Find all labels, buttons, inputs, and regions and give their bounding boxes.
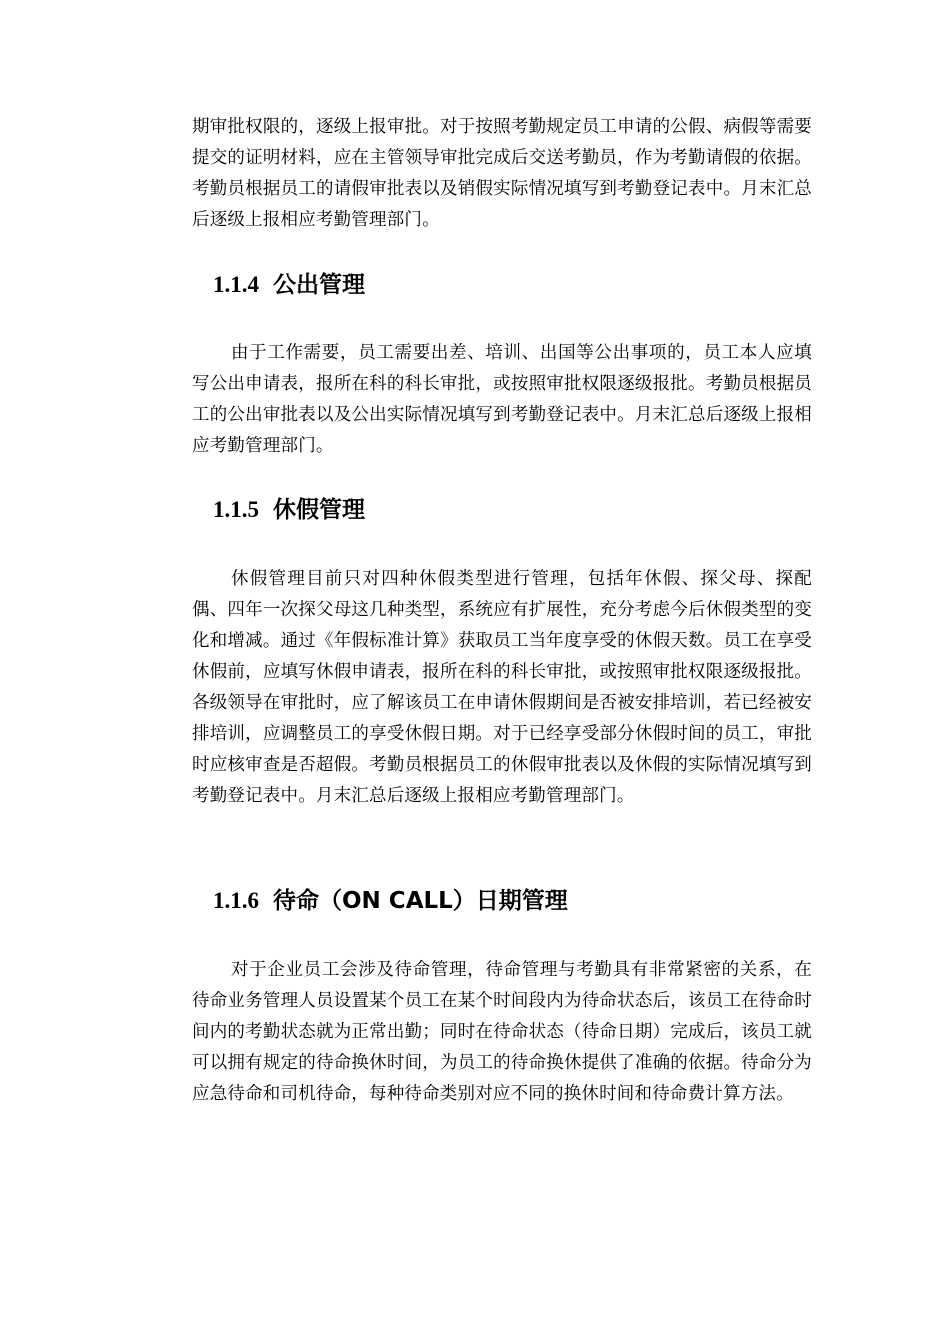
paragraph-business-trip: 由于工作需要，员工需要出差、培训、出国等公出事项的，员工本人应填写公出申请表，报所在科的科长审批，或按照审批权限逐级报批。考勤员根据员工的公出审批表以及公出实际情况填写到考勤登记表中。月末汇总后逐级上报相应考勤管理部门。	[192, 343, 812, 456]
paragraph-on-call: 对于企业员工会涉及待命管理，待命管理与考勤具有非常紧密的关系，在待命业务管理人员设置某个员工在某个时间段内为待命状态后，该员工在待命时间内的考勤状态就为正常出勤；同时在待命状态（待命日期）完成后，该员工就可以拥有规定的待命换休时间，为员工的待命换休提供了准确的依据。待命分为应急待命和司机待命，每种待命类别对应不同的换休时间和待命费计算方法。	[192, 960, 812, 1104]
section-heading-vacation	[213, 495, 365, 525]
section-title: 待命（ON CALL）日期管理	[273, 888, 568, 914]
section-number: 1.1.4	[213, 272, 259, 297]
section-heading-on-call	[213, 886, 568, 916]
section-heading-business-trip	[213, 270, 365, 300]
paragraph-leave-continued: 期审批权限的，逐级上报审批。对于按照考勤规定员工申请的公假、病假等需要提交的证明材料，应在主管领导审批完成后交送考勤员，作为考勤请假的依据。考勤员根据员工的请假审批表以及销假实际情况填写到考勤登记表中。月末汇总后逐级上报相应考勤管理部门。	[192, 117, 812, 230]
section-title: 公出管理	[273, 272, 365, 298]
section-number: 1.1.5	[213, 497, 259, 522]
section-title: 休假管理	[273, 497, 365, 523]
section-number: 1.1.6	[213, 888, 259, 913]
paragraph-vacation: 休假管理目前只对四种休假类型进行管理，包括年休假、探父母、探配偶、四年一次探父母这几种类型，系统应有扩展性，充分考虑今后休假类型的变化和增减。通过《年假标准计算》获取员工当年度享受的休假天数。员工在享受休假前，应填写休假申请表，报所在科的科长审批，或按照审批权限逐级报批。各级领导在审批时，应了解该员工在申请休假期间是否被安排培训，若已经被安排培训，应调整员工的享受休假日期。对于已经享受部分休假时间的员工，审批时应核审查是否超假。考勤员根据员工的休假审批表以及休假的实际情况填写到考勤登记表中。月末汇总后逐级上报相应考勤管理部门。	[192, 569, 812, 806]
